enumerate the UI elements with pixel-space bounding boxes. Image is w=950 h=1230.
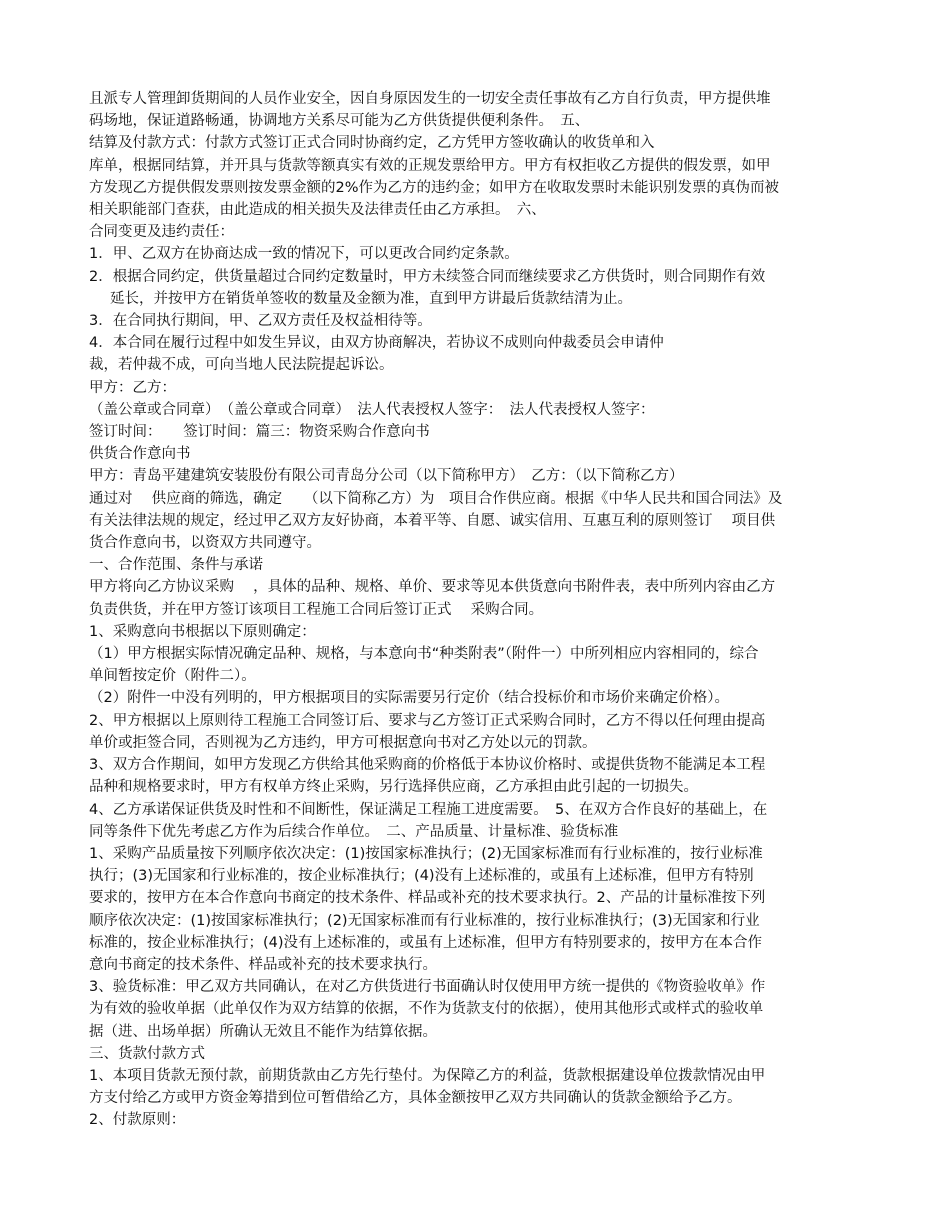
text-line: 标准的，按企业标准执行；(4)没有上述标准的，或虽有上述标准，但甲方有特别要求的，按甲方在本合作 xyxy=(89,934,763,951)
text-line: 执行；(3)无国家和行业标准的，按企业标准执行；(4)没有上述标准的，或虽有上述标准，但甲方有特别 xyxy=(89,868,754,885)
text-line: 合同变更及违约责任： xyxy=(89,224,234,241)
text-line: 意向书商定的技术条件、样品或补充的技术要求执行。 xyxy=(89,956,437,973)
text-line: 1、本项目货款无预付款，前期货款由乙方先行垫付。为保障乙方的利益，货款根据建设单位拨款情况由甲 xyxy=(89,1067,766,1084)
text-line: 4．本合同在履行过程中如发生异议，由双方协商解决，若协议不成则向仲裁委员会申请仲 xyxy=(89,335,664,352)
text-line: 甲方将向乙方协议采购 ，具体的品种、规格、单价、要求等见本供货意向书附件表，表中所列内容由乙方 xyxy=(89,579,776,596)
text-line: 方支付给乙方或甲方资金筹措到位可暂借给乙方，具体金额按甲乙双方共同确认的货款金额给予乙方。 xyxy=(89,1090,742,1107)
text-line: 方发现乙方提供假发票则按发票金额的2%作为乙方的违约金；如甲方在收取发票时未能识别发票的真伪而被 xyxy=(89,179,779,196)
text-line: 单价或拒签合同，否则视为乙方违约，甲方可根据意向书对乙方处以元的罚款。 xyxy=(89,734,597,751)
text-line: 2．根据合同约定，供货量超过合同约定数量时，甲方未续签合同而继续要求乙方供货时，则合同期作有效 xyxy=(89,268,766,285)
text-line: 甲方：乙方： xyxy=(89,379,176,396)
text-line: （2）附件一中没有列明的，甲方根据项目的实际需要另行定价（结合投标价和市场价来确定价格）。 xyxy=(89,690,729,707)
text-line: 结算及付款方式：付款方式签订正式合同时协商约定，乙方凭甲方签收确认的收货单和入 xyxy=(89,135,655,152)
text-line: 签订时间： 签订时间：篇三：物资采购合作意向书 xyxy=(89,424,430,441)
text-line: 4、乙方承诺保证供货及时性和不间断性，保证满足工程施工进度需要。 5、在双方合作良好的基础上，在 xyxy=(89,801,768,818)
text-line: 品种和规格要求时，甲方有权单方终止采购，另行选择供应商，乙方承担由此引起的一切损失。 xyxy=(89,779,698,796)
text-line: 三、货款付款方式 xyxy=(89,1045,205,1062)
text-line: 1、采购意向书根据以下原则确定： xyxy=(89,623,316,640)
text-line: 单间暂按定价（附件二）。 xyxy=(89,668,256,685)
text-line: 库单，根据同结算，并开具与货款等额真实有效的正规发票给甲方。甲方有权拒收乙方提供的假发票，如甲 xyxy=(89,157,771,174)
text-line: （1）甲方根据实际情况确定品种、规格，与本意向书“种类附表”（附件一）中所列相应内容相同的，综合 xyxy=(89,646,759,663)
text-line: 1．甲、乙双方在协商达成一致的情况下，可以更改合同约定条款。 xyxy=(89,246,519,263)
text-line: 码场地，保证道路畅通，协调地方关系尽可能为乙方供货提供便利条件。 五、 xyxy=(89,113,590,130)
text-line: 一、合作范围、条件与承诺 xyxy=(89,557,263,574)
text-line: 1、采购产品质量按下列顺序依次决定：(1)按国家标准执行；(2)无国家标准而有行业标准的，按行业标准 xyxy=(89,845,763,862)
text-line: 有关法律法规的规定，经过甲乙双方友好协商，本着平等、自愿、诚实信用、互惠互利的原则签订 项目供 xyxy=(89,512,776,529)
text-line: 裁，若仲裁不成，可向当地人民法院提起诉讼。 xyxy=(89,357,394,374)
text-line: 延长，并按甲方在销货单签收的数量及金额为准，直到甲方讲最后货款结清为止。 xyxy=(110,290,632,307)
text-line: 3、验货标准：甲乙双方共同确认，在对乙方供货进行书面确认时仅使用甲方统一提供的《物资验收单》作 xyxy=(89,979,766,996)
text-line: 同等条件下优先考虑乙方作为后续合作单位。 二、产品质量、计量标准、验货标准 xyxy=(89,823,619,840)
text-line: 甲方：青岛平建建筑安装股份有限公司青岛分公司（以下简称甲方） 乙方：（以下简称乙方） xyxy=(89,468,684,485)
document-body xyxy=(89,88,870,1132)
text-line: 供货合作意向书 xyxy=(89,446,191,463)
text-line: 为有效的验收单据（此单仅作为双方结算的依据，不作为货款支付的依据），使用其他形式或样式的验收单 xyxy=(89,1001,764,1018)
text-line: 顺序依次决定：(1)按国家标准执行；(2)无国家标准而有行业标准的，按行业标准执行；(3)无国家和行业 xyxy=(89,912,760,929)
text-line: （盖公章或合同章） （盖公章或合同章） 法人代表授权人签字： 法人代表授权人签字： xyxy=(89,401,655,418)
text-line: 据（进、出场单据）所确认无效且不能作为结算依据。 xyxy=(89,1023,437,1040)
text-line: 且派专人管理卸货期间的人员作业安全，因自身原因发生的一切安全责任事故有乙方自行负责，甲方提供堆 xyxy=(89,91,771,107)
text-line: 通过对 供应商的筛选，确定 （以下简称乙方）为 项目合作供应商。根据《中华人民共和国合同法》及 xyxy=(89,490,783,507)
text-line: 2、付款原则： xyxy=(89,1112,186,1129)
text-line: 货合作意向书，以资双方共同遵守。 xyxy=(89,535,321,552)
text-line: 2、甲方根据以上原则待工程施工合同签订后、要求与乙方签订正式采购合同时，乙方不得以任何理由提高 xyxy=(89,712,766,729)
text-line: 负责供货，并在甲方签订该项目工程施工合同后签订正式 采购合同。 xyxy=(89,601,544,618)
text-line: 3、双方合作期间，如甲方发现乙方供给其他采购商的价格低于本协议价格时、或提供货物不能满足本工程 xyxy=(89,757,766,774)
text-line: 3．在合同执行期间，甲、乙双方责任及权益相待等。 xyxy=(89,313,432,330)
text-line: 要求的，按甲方在本合作意向书商定的技术条件、样品或补充的技术要求执行。2、产品的计量标准按下列 xyxy=(89,890,766,907)
text-line: 相关职能部门查获，由此造成的相关损失及法律责任由乙方承担。 六、 xyxy=(89,202,546,219)
